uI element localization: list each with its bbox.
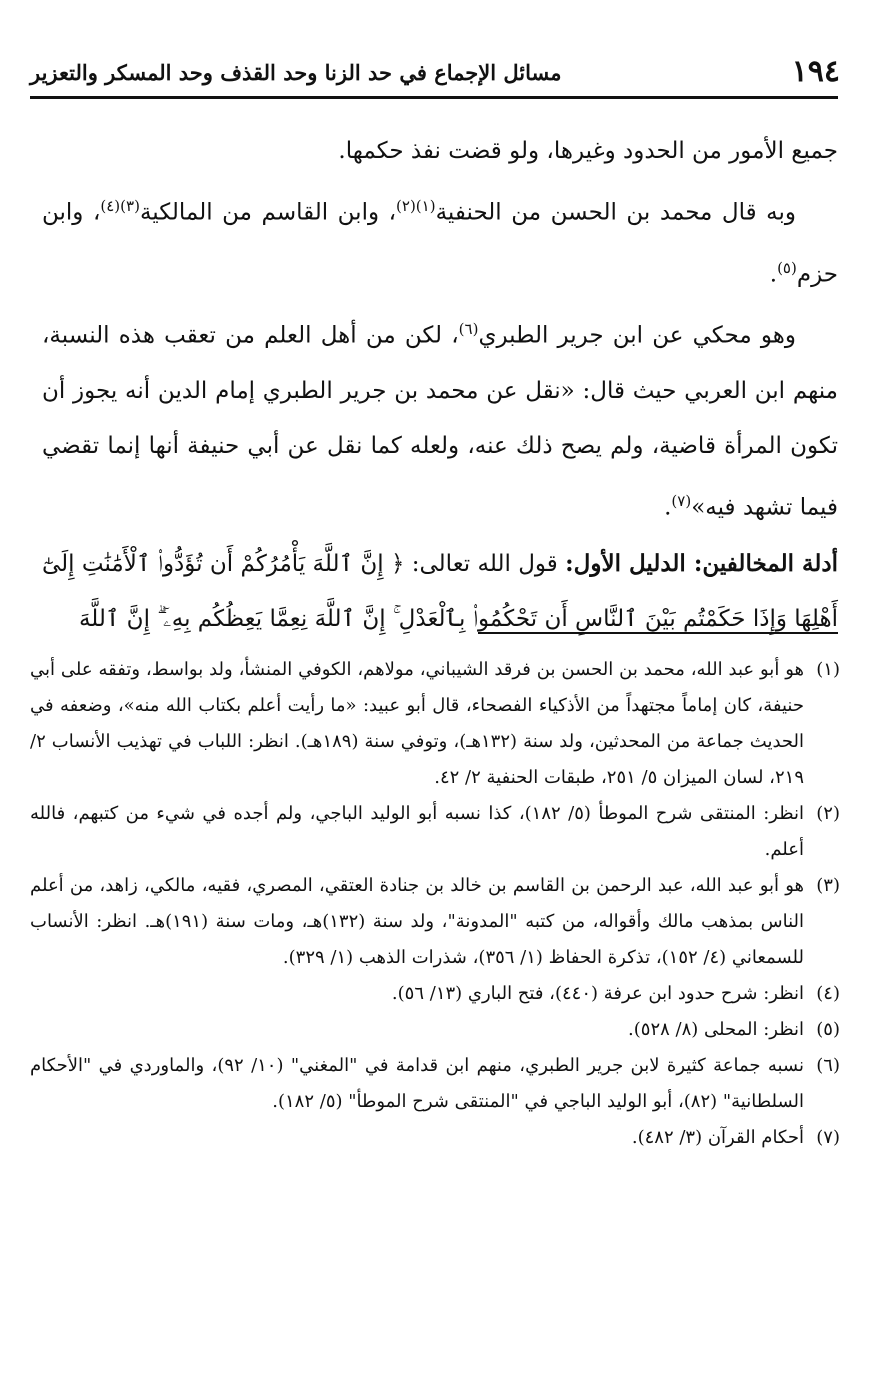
- paragraph: [42, 302, 838, 535]
- footnote-text: هو أبو عبد الله، محمد بن الحسن بن فرقد الشيباني، مولاهم، الكوفي المنشأ، ولد بواسط، وتفقه على أبي حنيفة، كان إماماً مجتهداً من الأذكياء الفصحاء، قال أبو عبيد: «ما رأيت أعلم بكتاب الله منه»، وضعفه في الحديث جماعة من المحدثين، ولد سنة (١٣٢هـ)، وتوفي سنة (١٨٩هـ). انظر: اللباب في تهذيب الأنساب ٢/ ٢١٩، لسان الميزان ٥/ ٢٥١، طبقات الحنفية ٢/ ٤٢.: [30, 659, 805, 788]
- footnote: [30, 868, 840, 976]
- footnote-ref[interactable]: (٦): [458, 320, 479, 339]
- section-heading: أدلة المخالفين: الدليل الأول:: [565, 549, 838, 577]
- footnotes: [30, 652, 840, 1156]
- footnote-text: انظر: المحلى (٨/ ٥٢٨).: [628, 1019, 804, 1040]
- footnote-number: (٧): [816, 1127, 840, 1148]
- page-number: ١٩٤: [791, 54, 840, 89]
- footnote-text: هو أبو عبد الله، عبد الرحمن بن القاسم بن خالد بن جنادة العتقي، المصري، فقيه، مالكي، زاهد، من أعلم الناس بمذهب مالك وأقواله، من كتبه "المدونة"، ولد سنة (١٣٢)هـ، ومات سنة (١٩١)هـ. انظر: الأنساب للسمعاني (٤/ ١٥٢)، تذكرة الحفاظ (١/ ٣٥٦)، شذرات الذهب (١/ ٣٢٩).: [30, 875, 804, 968]
- page-header: [30, 50, 840, 94]
- text-run: ، لكن من أهل العلم من تعقب هذه النسبة، منهم ابن العربي حيث قال: «نقل عن محمد بن جرير الطبري إمام الدين أنه يجوز أن تكون المرأة قاضية، ولم يصح ذلك عنه، ولعله كما نقل عن أبي حنيفة أنها إنما تقضي فيما تشهد فيه»: [42, 322, 838, 521]
- running-title: مسائل الإجماع في حد الزنا وحد القذف وحد المسكر والتعزير: [30, 60, 562, 85]
- footnote-text: انظر: شرح حدود ابن عرفة (٤٤٠)، فتح الباري (١٣/ ٥٦).: [391, 983, 804, 1004]
- footnote-number: (٤): [816, 983, 840, 1004]
- footnote-ref[interactable]: (١)(٢): [396, 197, 436, 215]
- footnote: [30, 1012, 840, 1048]
- footnote-ref[interactable]: (٣)(٤): [100, 197, 140, 215]
- text-run: .: [769, 261, 778, 288]
- footnote: [30, 976, 840, 1012]
- footnote-text: أحكام القرآن (٣/ ٤٨٢).: [631, 1127, 804, 1148]
- footnote: [30, 652, 840, 796]
- footnote-ref[interactable]: (٥): [777, 258, 797, 277]
- text-run: قول الله تعالى:: [404, 550, 566, 577]
- footnote: [30, 796, 840, 868]
- paragraph: [42, 179, 838, 302]
- paragraph: جميع الأمور من الحدود وغيرها، ولو قضت نفذ حكمها.: [338, 138, 838, 164]
- paragraph: [42, 536, 838, 647]
- header-rule: [30, 96, 838, 99]
- text-run: ، وابن حزم: [42, 199, 838, 288]
- text-run: وبه قال محمد بن الحسن من الحنفية: [435, 199, 796, 226]
- text-run: .: [664, 494, 672, 521]
- footnote-number: (٣): [816, 875, 840, 896]
- footnote-ref[interactable]: (٧): [671, 491, 692, 510]
- footnote-number: (١): [816, 659, 840, 680]
- footnote-separator: [478, 632, 838, 634]
- footnote: [30, 1120, 840, 1156]
- footnote-number: (٥): [816, 1019, 840, 1040]
- text-run: ، وابن القاسم من المالكية: [139, 199, 397, 226]
- main-text: [42, 124, 838, 647]
- footnote: [30, 1048, 840, 1120]
- text-run: وهو محكي عن ابن جرير الطبري: [478, 322, 796, 349]
- footnote-number: (٢): [816, 803, 840, 824]
- footnote-text: انظر: المنتقى شرح الموطأ (٥/ ١٨٢)، كذا نسبه أبو الوليد الباجي، ولم أجده في شيء من كتبهم، فالله أعلم.: [30, 803, 804, 860]
- footnote-text: نسبه جماعة كثيرة لابن جرير الطبري، منهم ابن قدامة في "المغني" (١٠/ ٩٢)، والماوردي في "الأحكام السلطانية" (٨٢)، أبو الوليد الباجي في "المنتقى شرح الموطأ" (٥/ ١٨٢).: [30, 1055, 804, 1112]
- footnote-number: (٦): [816, 1055, 840, 1076]
- quran-verse: ﴿ إِنَّ ٱللَّهَ يَأْمُرُكُمْ أَن تُؤَدُّوا۟ ٱلْأَمَٰنَٰتِ إِلَىٰٓ أَهْلِهَا وَإِذَا حَكَمْتُم بَيْنَ ٱلنَّاسِ أَن تَحْكُمُوا۟ بِٱلْعَدْلِ ۚ إِنَّ ٱللَّهَ نِعِمَّا يَعِظُكُم بِهِۦٓ ۗ إِنَّ ٱللَّهَ: [42, 550, 838, 632]
